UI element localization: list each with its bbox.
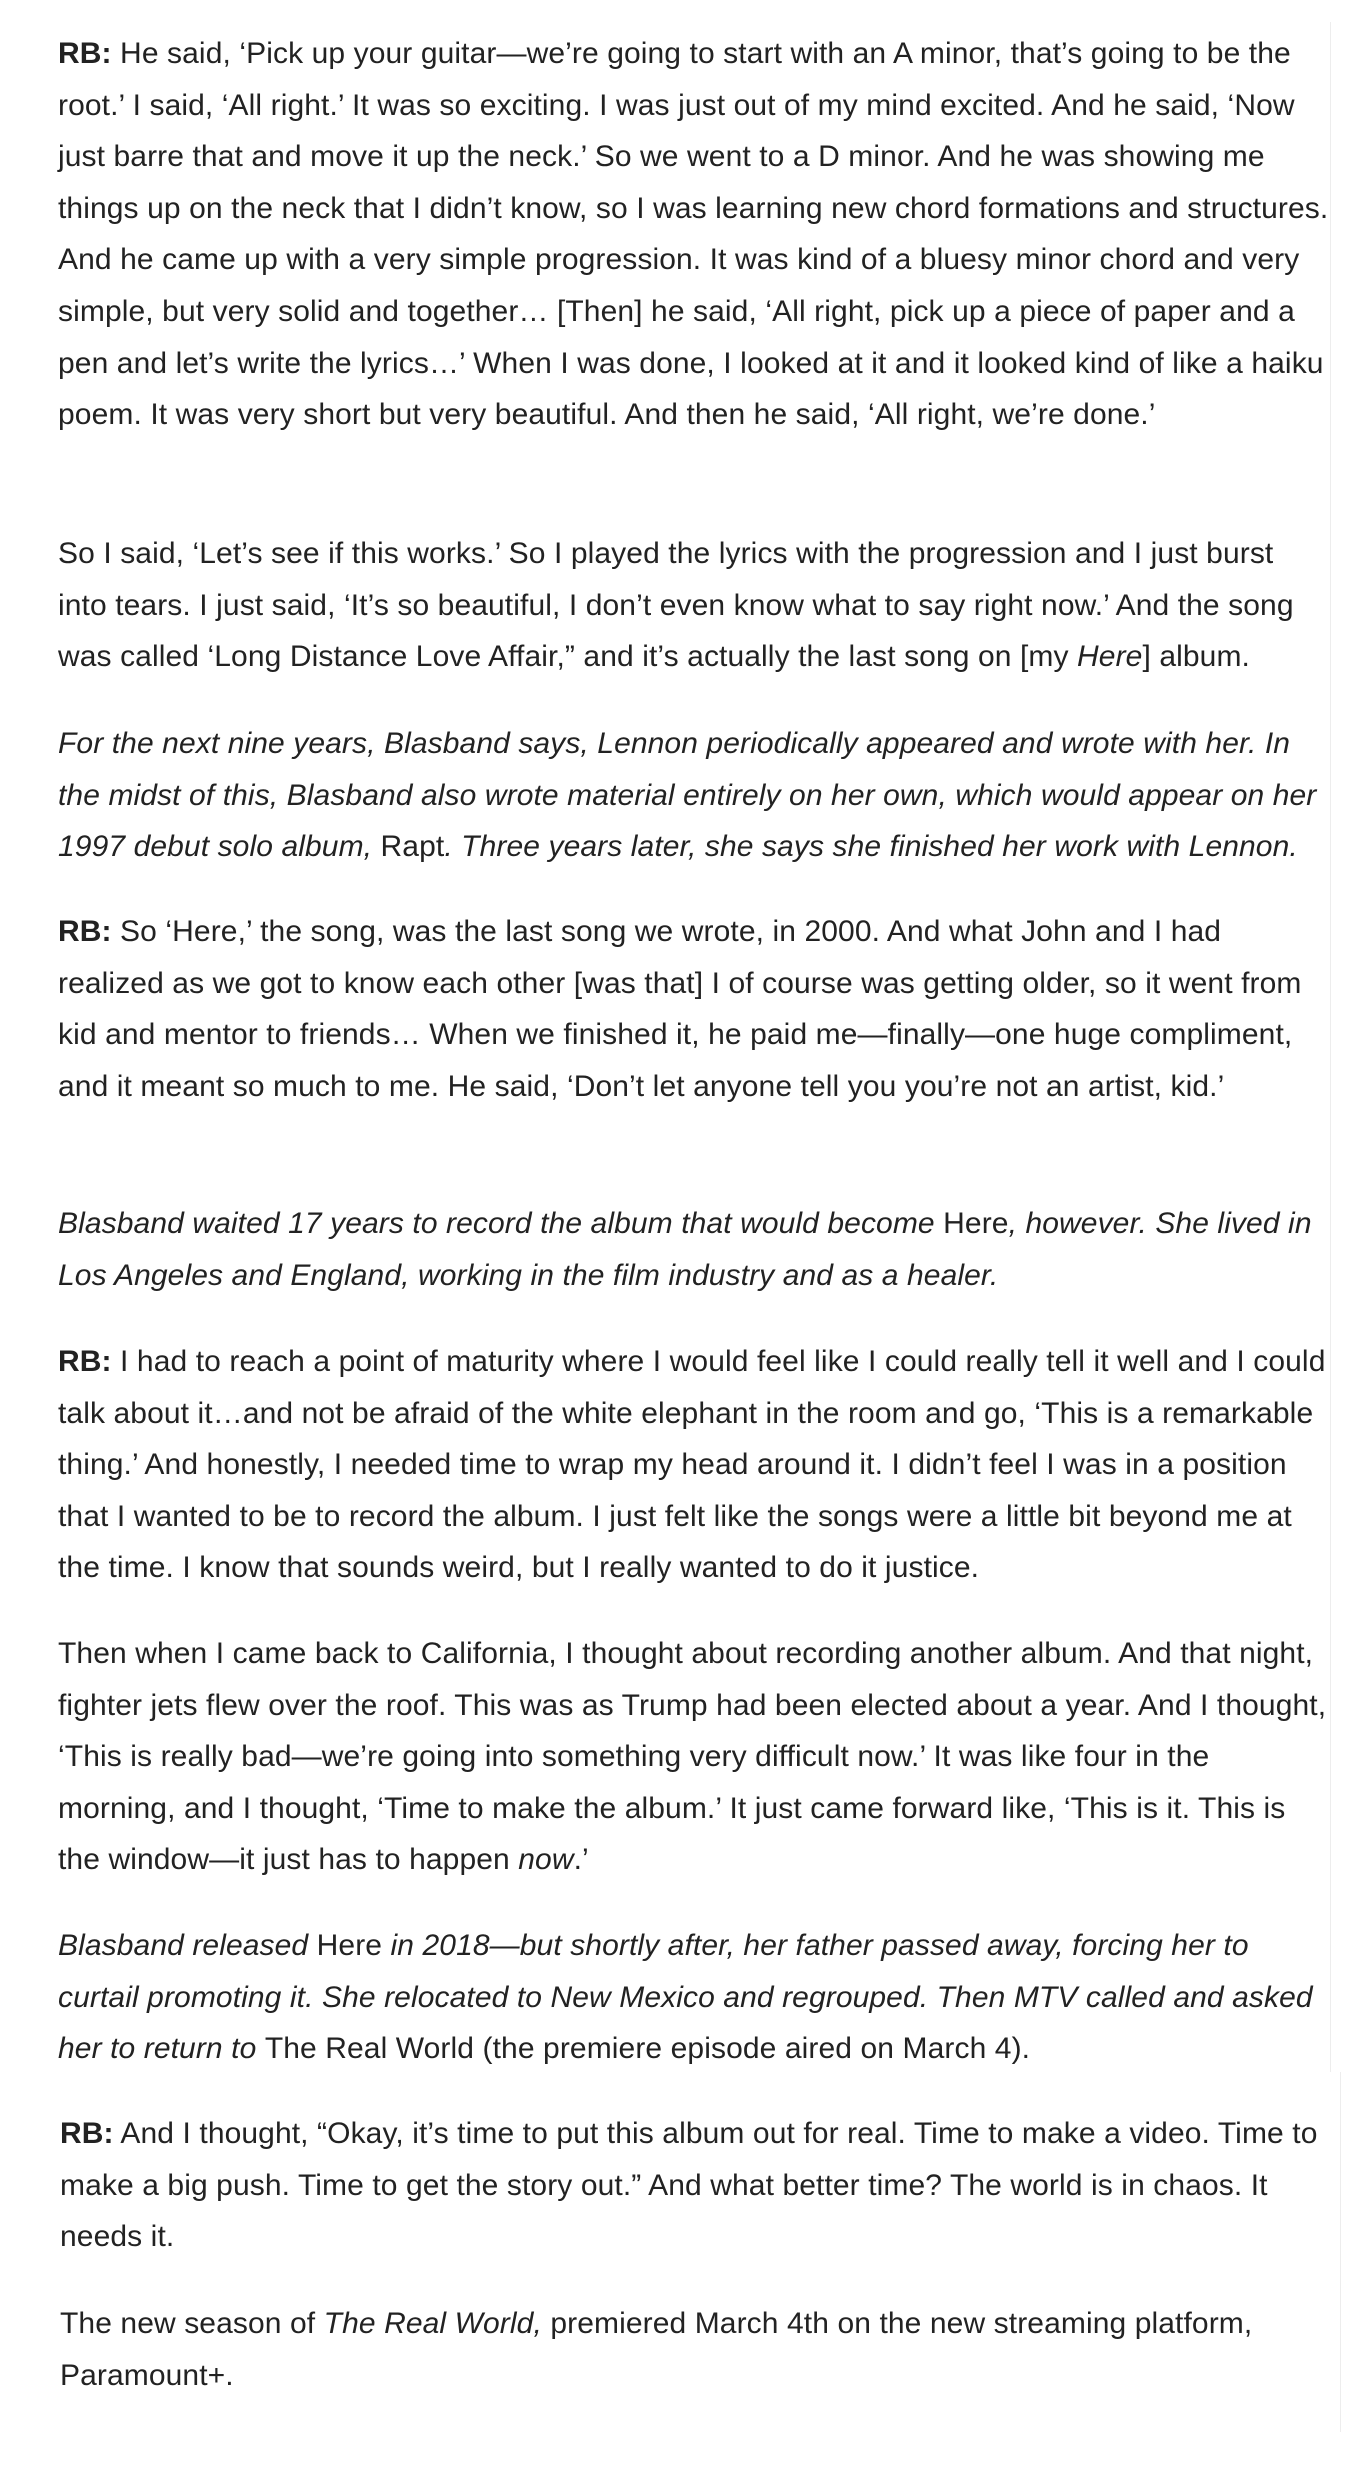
album-title: Here [1077,640,1143,674]
narration-paragraph: Blasband waited 17 years to record the album that would become Here, however. She lived in Los Angeles and England, working in the film industry and as a healer. [58,1207,1312,1292]
speaker-label: RB: [58,915,112,948]
interview-answer-paragraph [58,1336,1330,1594]
body-paragraph: Then when I came back to California, I thought about recording another album. And that night, fighter jets flew over the roof. This was as Trump had been elected about a year. And I thought, ‘This is really bad—we’re going into something very difficult now.’ It was like four in the morning, and I thought, ‘Time to make the album.’ It just came forward like, ‘This is it. This is the window—it just has to happen now.’ [58,1637,1327,1877]
page-edge-divider [1330,22,1331,2072]
narration-paragraph: Blasband released Here in 2018—but shortly after, her father passed away, forcing her to curtail promoting it. She relocated to New Mexico and regrouped. Then MTV called and asked her to return to The Real World (the premiere episode aired on March 4). [58,1929,1313,2066]
interview-answer-paragraph [58,28,1330,441]
speaker-label: RB: [58,37,112,70]
closing-paragraph: The new season of The Real World, premiered March 4th on the new streaming platform, Paramount+. [60,2307,1253,2392]
album-title: Here [943,1207,1009,1240]
interview-answer-paragraph [60,2108,1332,2263]
narration-paragraph: For the next nine years, Blasband says, Lennon periodically appeared and wrote with her. In the midst of this, Blasband also wrote material entirely on her own, which would appear on her 1997 debut solo album, Rapt. Three years later, she says she finished her work with Lennon. [58,727,1317,864]
album-title: Rapt [380,830,445,864]
body-paragraph: So I said, ‘Let’s see if this works.’ So I played the lyrics with the progression and I just burst into tears. I just said, ‘It’s so beautiful, I don’t even know what to say right now.’ And the song was called ‘Long Distance Love Affair,” and it’s actually the last song on [my Here] album. [58,537,1294,674]
paragraph-text: So ‘Here,’ the song, was the last song we wrote, in 2000. And what John and I had realized as we got to know each other [was that] I of course was getting older, so it went from kid and mentor to friends… When we finished it, he paid me—finally—one huge compliment, and it meant so much to me. He said, ‘Don’t let anyone tell you you’re not an artist, kid.’ [58,915,1302,1103]
paragraph-text: And I thought, “Okay, it’s time to put this album out for real. Time to make a video. Time to make a big push. Time to get the story out.” And what better time? The world is in chaos. It needs it. [60,2117,1318,2254]
speaker-label: RB: [58,1345,112,1378]
paragraph-text: I had to reach a point of maturity where I would feel like I could really tell it well and I could talk about it…and not be afraid of the white elephant in the room and go, ‘This is a remarkable thing.’ And honestly, I needed time to wrap my head around it. I didn’t feel I was in a position that I wanted to be to record the album. I just felt like the songs were a little bit beyond me at the time. I know that sounds weird, but I really wanted to do it justice. [58,1345,1326,1585]
show-title: The Real World (the premiere episode aired on March 4). [264,2032,1031,2066]
interview-answer-paragraph [58,906,1330,1112]
speaker-label: RB: [60,2117,114,2150]
album-title: Here [316,1929,383,1962]
show-title: The Real World, [323,2307,542,2340]
page-edge-divider [1340,2072,1341,2432]
paragraph-text: He said, ‘Pick up your guitar—we’re going to start with an A minor, that’s going to be the root.’ I said, ‘All right.’ It was so exciting. I was just out of my mind excited. And he said, ‘Now just barre that and move it up the neck.’ So we went to a D minor. And he was showing me things up on the neck that I didn’t know, so I was learning new chord formations and structures. And he came up with a very simple progression. It was kind of a bluesy minor chord and very simple, but very solid and together… [Then] he said, ‘All right, pick up a piece of paper and a pen and let’s write the lyrics…’ When I was done, I looked at it and it looked kind of like a haiku poem. It was very short but very beautiful. And then he said, ‘All right, we’re done.’ [58,37,1329,432]
